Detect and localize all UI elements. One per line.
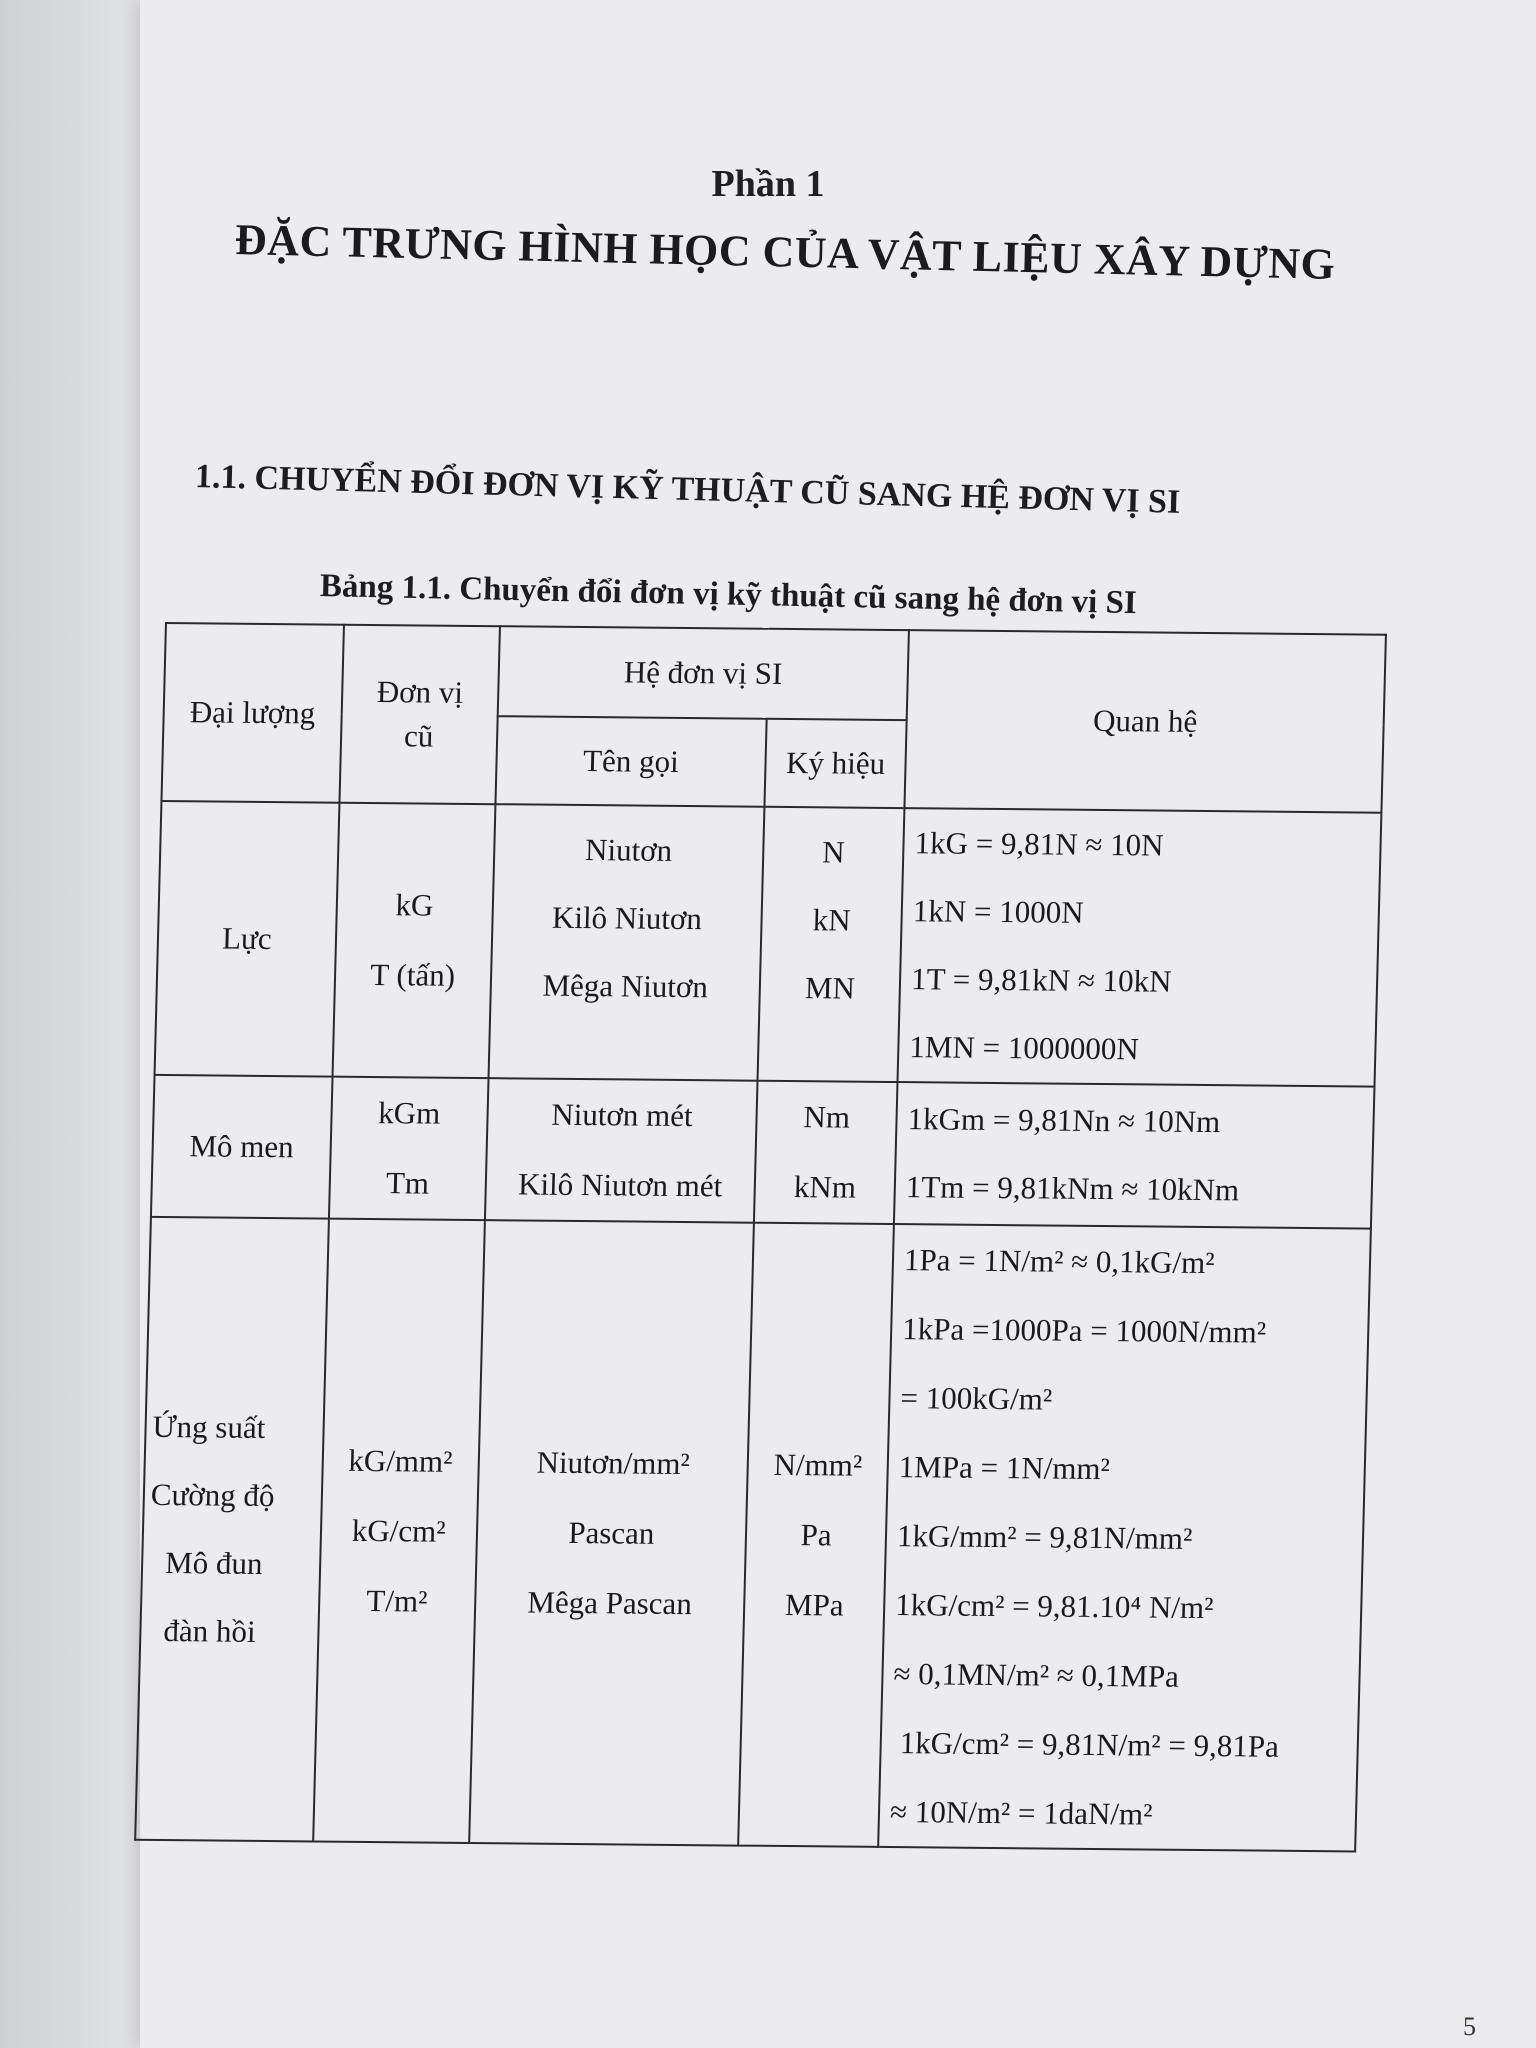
old-unit: kG xyxy=(395,887,434,923)
table-row-moment xyxy=(151,1075,1375,1229)
si-name: Kilô Niutơn xyxy=(551,899,703,937)
table-row-stress xyxy=(135,1217,1371,1852)
header-old-unit-line-1: Đơn vị xyxy=(376,674,464,710)
old-unit: T (tấn) xyxy=(369,956,456,993)
si-symbol: kN xyxy=(812,902,852,938)
si-name: Mêga Pascan xyxy=(526,1584,693,1621)
header-old-unit-line-2: cũ xyxy=(403,718,434,754)
si-symbol: Nm xyxy=(803,1099,851,1135)
cell-si-symbols xyxy=(738,1223,894,1847)
quantity-line: Lực xyxy=(221,920,273,957)
relation-line: 1Tm = 9,81kNm ≈ 10kNm xyxy=(905,1169,1240,1208)
header-si-system: Hệ đơn vị SI xyxy=(497,626,909,720)
header-relation: Quan hệ xyxy=(904,630,1385,813)
relation-line: 1kGm = 9,81Nn ≈ 10Nm xyxy=(907,1101,1221,1140)
cell-si-names xyxy=(484,1078,757,1223)
quantity-line: Ứng suất xyxy=(152,1408,266,1445)
si-name: Niutơn xyxy=(584,832,673,868)
cell-si-symbols xyxy=(758,807,905,1082)
table-caption: Bảng 1.1. Chuyển đổi đơn vị kỹ thuật cũ sang hệ đơn vị SI xyxy=(319,568,1138,622)
cell-si-names xyxy=(488,804,765,1081)
cell-quantity xyxy=(135,1217,328,1842)
quantity-line: Mô men xyxy=(189,1128,295,1165)
cell-relations xyxy=(898,808,1382,1087)
cell-quantity xyxy=(151,1075,332,1219)
quantity-line: Mô đun xyxy=(164,1544,263,1581)
cell-old-units xyxy=(329,1077,488,1220)
si-name: Niutơn mét xyxy=(550,1096,694,1134)
si-name: Mêga Niutơn xyxy=(542,967,709,1005)
conversion-table-container xyxy=(134,622,1387,1852)
header-si-symbol: Ký hiệu xyxy=(765,719,907,808)
relation-line: 1kPa =1000Pa = 1000N/mm² xyxy=(901,1311,1267,1350)
relation-line: 1kG/mm² = 9,81N/mm² xyxy=(896,1518,1193,1556)
quantity-line: đàn hồi xyxy=(163,1612,257,1649)
chapter-title: ĐẶC TRƯNG HÌNH HỌC CỦA VẬT LIỆU XÂY DỰNG xyxy=(234,215,1336,289)
old-unit: kG/cm² xyxy=(351,1512,446,1549)
si-symbol: kNm xyxy=(793,1169,857,1205)
relation-line: 1Pa = 1N/m² ≈ 0,1kG/m² xyxy=(903,1242,1216,1281)
relation-line: 1kG/cm² = 9,81.10⁴ N/m² xyxy=(894,1587,1214,1626)
relation-line: ≈ 0,1MN/m² ≈ 0,1MPa xyxy=(893,1656,1180,1694)
relation-line: 1MPa = 1N/mm² xyxy=(898,1449,1111,1487)
cell-si-symbols xyxy=(754,1081,897,1224)
old-unit: Tm xyxy=(385,1165,430,1201)
part-title: Phần 1 xyxy=(711,163,825,205)
relation-line: 1kN = 1000N xyxy=(912,893,1085,930)
page-number: 5 xyxy=(1463,2012,1476,2041)
table-header-row xyxy=(164,623,1386,725)
si-symbol: MPa xyxy=(784,1586,845,1623)
header-quantity: Đại lượng xyxy=(161,623,343,803)
header-old-unit xyxy=(339,625,499,804)
section-heading: 1.1. CHUYỂN ĐỔI ĐƠN VỊ KỸ THUẬT CŨ SANG HỆ ĐƠN VỊ SI xyxy=(194,458,1181,521)
si-symbol: MN xyxy=(804,970,856,1006)
si-name: Kilô Niutơn mét xyxy=(517,1166,723,1204)
cell-si-names xyxy=(469,1220,754,1845)
cell-old-units xyxy=(313,1219,485,1843)
si-symbol: Pa xyxy=(800,1516,833,1552)
old-unit: kG/mm² xyxy=(348,1442,453,1479)
unit-conversion-table xyxy=(134,622,1387,1852)
cell-quantity xyxy=(155,801,340,1077)
quantity-line: Cường độ xyxy=(150,1476,275,1513)
relation-line: ≈ 10N/m² = 1daN/m² xyxy=(889,1794,1153,1832)
si-name: Pascan xyxy=(567,1514,655,1551)
si-name: Niutơn/mm² xyxy=(536,1444,691,1481)
relation-line: = 100kG/m² xyxy=(900,1380,1053,1417)
cell-relations xyxy=(878,1224,1371,1851)
relation-line: 1T = 9,81kN ≈ 10kN xyxy=(910,961,1172,999)
header-si-name: Tên gọi xyxy=(495,716,767,807)
relation-line: 1MN = 1000000N xyxy=(908,1029,1140,1067)
relation-line: 1kG = 9,81N ≈ 10N xyxy=(914,825,1164,863)
si-symbol: N/mm² xyxy=(773,1446,863,1483)
cell-old-units xyxy=(332,803,495,1078)
cell-relations xyxy=(894,1082,1375,1229)
relation-line: 1kG/cm² = 9,81N/m² = 9,81Pa xyxy=(899,1725,1280,1764)
book-gutter xyxy=(0,0,140,2048)
old-unit: kGm xyxy=(377,1095,441,1131)
si-symbol: N xyxy=(821,834,846,870)
old-unit: T/m² xyxy=(366,1582,428,1619)
table-row-force xyxy=(155,801,1382,1087)
